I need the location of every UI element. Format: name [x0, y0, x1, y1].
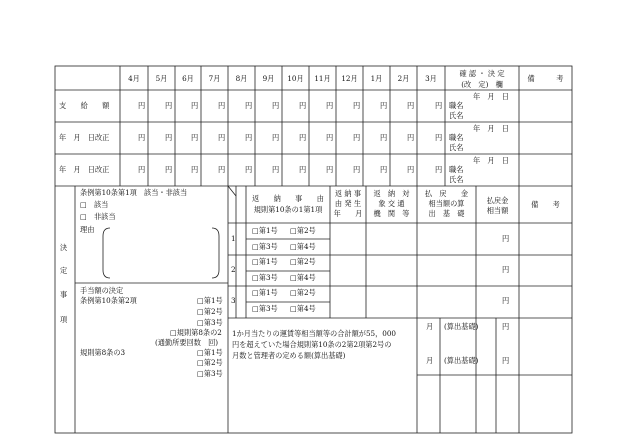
yen-cell[interactable]: 円: [299, 133, 307, 142]
refund-option[interactable]: □第2号: [290, 288, 316, 297]
yen-cell[interactable]: 円: [353, 165, 361, 174]
refund-calc-header-2: 相当額の算: [428, 199, 465, 208]
refund-date-header-2: 由 発 生: [334, 199, 362, 208]
refund-option[interactable]: □第3号: [252, 273, 278, 282]
month-unit: 月: [426, 322, 434, 331]
rule-item-1[interactable]: □第1号: [197, 348, 223, 357]
refund-option[interactable]: □第3号: [252, 242, 278, 251]
rule-item-2[interactable]: □第2号: [197, 358, 223, 367]
confirm-date[interactable]: 年 月 日: [473, 156, 509, 165]
decision-label-2: 定: [60, 266, 68, 275]
row-label: 年 月 日改正: [59, 165, 110, 174]
month-header: 4月: [128, 74, 140, 83]
yen-cell[interactable]: 円: [299, 101, 307, 110]
remarks-header: 備 考: [527, 74, 564, 83]
yen-cell[interactable]: 円: [435, 101, 443, 110]
yen-cell[interactable]: 円: [353, 101, 361, 110]
month-header: 7月: [208, 74, 221, 83]
yen-cell[interactable]: 円: [353, 133, 361, 142]
yen-cell[interactable]: 円: [407, 101, 415, 110]
option-not-applicable[interactable]: □ 非該当: [80, 212, 116, 221]
note-line-2: 円を超えていた場合規則第10条の2第2項第2号の: [232, 340, 392, 349]
handling-title: 手当額の決定: [80, 286, 124, 295]
month-header: 10月: [287, 74, 304, 83]
month-header: 6月: [182, 74, 194, 83]
refund-option[interactable]: □第4号: [290, 304, 316, 313]
refund-option[interactable]: □第1号: [252, 257, 278, 266]
position-label: 職名: [449, 101, 464, 110]
refund-calc-header-3: 出 基 礎: [428, 209, 465, 218]
month-header: 3月: [425, 74, 437, 83]
refund-row-no: 3: [231, 296, 236, 305]
yen-cell[interactable]: 円: [245, 101, 253, 110]
yen-unit: 円: [502, 322, 510, 331]
refund-org-header-3: 機 関 等: [373, 209, 410, 218]
position-label: 職名: [449, 133, 464, 142]
decision-label-4: 項: [60, 315, 68, 324]
refund-row-no: 2: [231, 265, 236, 274]
note-line-1: 1か月当たりの運賃等相当額等の合計額が55，000: [232, 329, 397, 338]
yen-cell[interactable]: 円: [299, 165, 307, 174]
yen-cell[interactable]: 円: [407, 165, 415, 174]
rule-8-3: 規則第8条の3: [80, 348, 126, 357]
commute-count: (通勤所要回数 回): [155, 338, 219, 347]
month-header: 1月: [370, 74, 383, 83]
yen-cell[interactable]: 円: [165, 165, 173, 174]
refund-option[interactable]: □第1号: [252, 288, 278, 297]
refund-amount-header-1: 払戻金: [486, 196, 509, 205]
article-10-2: 条例第10条第2項: [80, 296, 137, 305]
confirm-header-line1: 確 認 ・ 決 定: [459, 69, 505, 78]
yen-cell[interactable]: 円: [326, 101, 334, 110]
refund-reason-header-2: 規則第10条の1第1項: [253, 205, 323, 214]
refund-option[interactable]: □第4号: [290, 242, 316, 251]
rule-8-2[interactable]: □規則第8条の2: [170, 328, 222, 337]
decision-label-3: 事: [60, 290, 68, 299]
calc-basis: (算出基礎): [444, 356, 479, 365]
yen-cell[interactable]: 円: [138, 133, 146, 142]
yen-cell[interactable]: 円: [435, 133, 443, 142]
refund-option[interactable]: □第1号: [252, 226, 278, 235]
yen-cell[interactable]: 円: [218, 165, 226, 174]
item-2[interactable]: □第2号: [197, 307, 223, 316]
refund-amount-header-2: 相当額: [486, 206, 509, 215]
name-label: 氏名: [449, 111, 464, 120]
refund-option[interactable]: □第2号: [290, 226, 316, 235]
yen-cell[interactable]: 円: [191, 133, 199, 142]
yen-cell[interactable]: 円: [272, 165, 280, 174]
yen-cell[interactable]: 円: [435, 165, 443, 174]
yen-cell[interactable]: 円: [272, 101, 280, 110]
yen-cell[interactable]: 円: [326, 133, 334, 142]
article-10-1: 条例第10条第1項 該当・非該当: [80, 188, 188, 197]
refund-date-header-1: 返 納 事: [334, 189, 362, 198]
row-label: 年 月 日改正: [59, 133, 110, 142]
yen-cell[interactable]: 円: [218, 133, 226, 142]
yen-cell[interactable]: 円: [165, 133, 173, 142]
position-label: 職名: [449, 165, 464, 174]
confirm-date[interactable]: 年 月 日: [473, 92, 509, 101]
yen-cell[interactable]: 円: [380, 133, 388, 142]
month-header: 11月: [314, 74, 331, 83]
month-header: 12月: [341, 74, 358, 83]
yen-cell[interactable]: 円: [245, 165, 253, 174]
refund-org-header-1: 返 納 対: [373, 189, 410, 198]
yen-cell[interactable]: 円: [191, 165, 199, 174]
note-line-3: 月数と管理者の定める額(算出基礎): [232, 351, 346, 360]
yen-cell[interactable]: 円: [326, 165, 334, 174]
refund-option[interactable]: □第3号: [252, 304, 278, 313]
refund-option[interactable]: □第2号: [290, 257, 316, 266]
yen-cell[interactable]: 円: [191, 101, 199, 110]
yen-cell[interactable]: 円: [218, 101, 226, 110]
refund-yen: 円: [502, 296, 510, 305]
row-label: 支 給 額: [59, 101, 110, 110]
option-applicable[interactable]: □ 該当: [80, 200, 109, 209]
confirm-date[interactable]: 年 月 日: [473, 124, 509, 133]
rule-item-3[interactable]: □第3号: [197, 369, 223, 378]
refund-option[interactable]: □第4号: [290, 273, 316, 282]
refund-calc-header-1: 払 戻 金: [424, 189, 469, 198]
refund-reason-header-1: 返 納 事 由: [252, 194, 324, 203]
yen-cell[interactable]: 円: [138, 165, 146, 174]
yen-cell[interactable]: 円: [380, 165, 388, 174]
refund-row-no: 1: [231, 234, 236, 243]
refund-remarks-header: 備 考: [531, 200, 560, 209]
refund-org-header-2: 象 交 通: [378, 199, 405, 208]
refund-date-header-3: 年 月: [333, 209, 363, 218]
yen-unit: 円: [502, 356, 510, 365]
month-header: 2月: [397, 74, 410, 83]
yen-cell[interactable]: 円: [165, 101, 173, 110]
confirm-header-line2: (改 定) 欄: [461, 80, 503, 89]
month-header: 8月: [235, 74, 248, 83]
month-unit: 月: [426, 356, 434, 365]
yen-cell[interactable]: 円: [245, 133, 253, 142]
month-header: 9月: [262, 74, 275, 83]
decision-label-1: 決: [60, 243, 68, 252]
name-label: 氏名: [449, 143, 464, 152]
item-1[interactable]: □第1号: [197, 296, 223, 305]
reason-label: 理由: [80, 225, 95, 234]
refund-yen: 円: [502, 234, 510, 243]
month-header: 5月: [155, 74, 168, 83]
yen-cell[interactable]: 円: [272, 133, 280, 142]
yen-cell[interactable]: 円: [407, 133, 415, 142]
name-label: 氏名: [449, 175, 464, 184]
refund-yen: 円: [502, 265, 510, 274]
yen-cell[interactable]: 円: [380, 101, 388, 110]
yen-cell[interactable]: 円: [138, 101, 146, 110]
item-3[interactable]: □第3号: [197, 318, 223, 327]
calc-basis: (算出基礎): [444, 322, 479, 331]
